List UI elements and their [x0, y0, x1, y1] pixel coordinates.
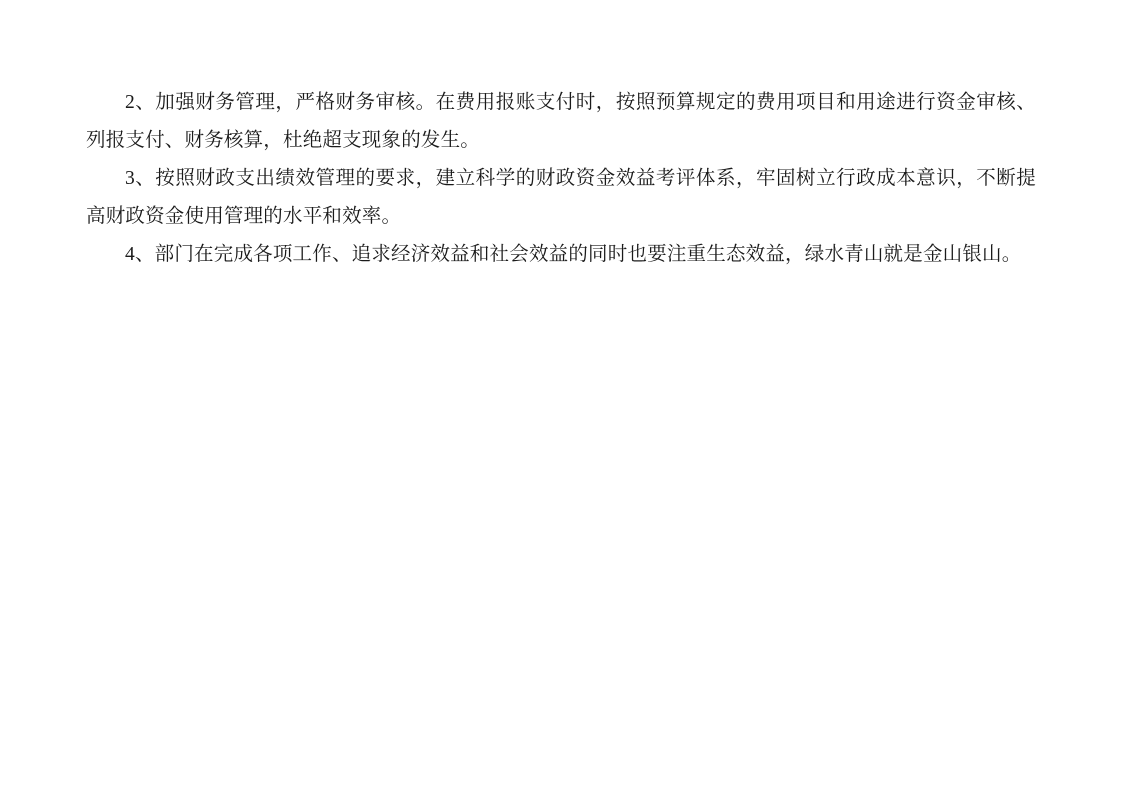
paragraph-2: 2、加强财务管理，严格财务审核。在费用报账支付时，按照预算规定的费用项目和用途进行资金审核、列报支付、财务核算，杜绝超支现象的发生。 [86, 92, 1036, 151]
paragraph-4: 4、部门在完成各项工作、追求经济效益和社会效益的同时也要注重生态效益，绿水青山就是金山银山。 [125, 244, 1022, 265]
document-body [86, 84, 1036, 274]
paragraph-3: 3、按照财政支出绩效管理的要求，建立科学的财政资金效益考评体系，牢固树立行政成本意识，不断提高财政资金使用管理的水平和效率。 [86, 168, 1036, 227]
